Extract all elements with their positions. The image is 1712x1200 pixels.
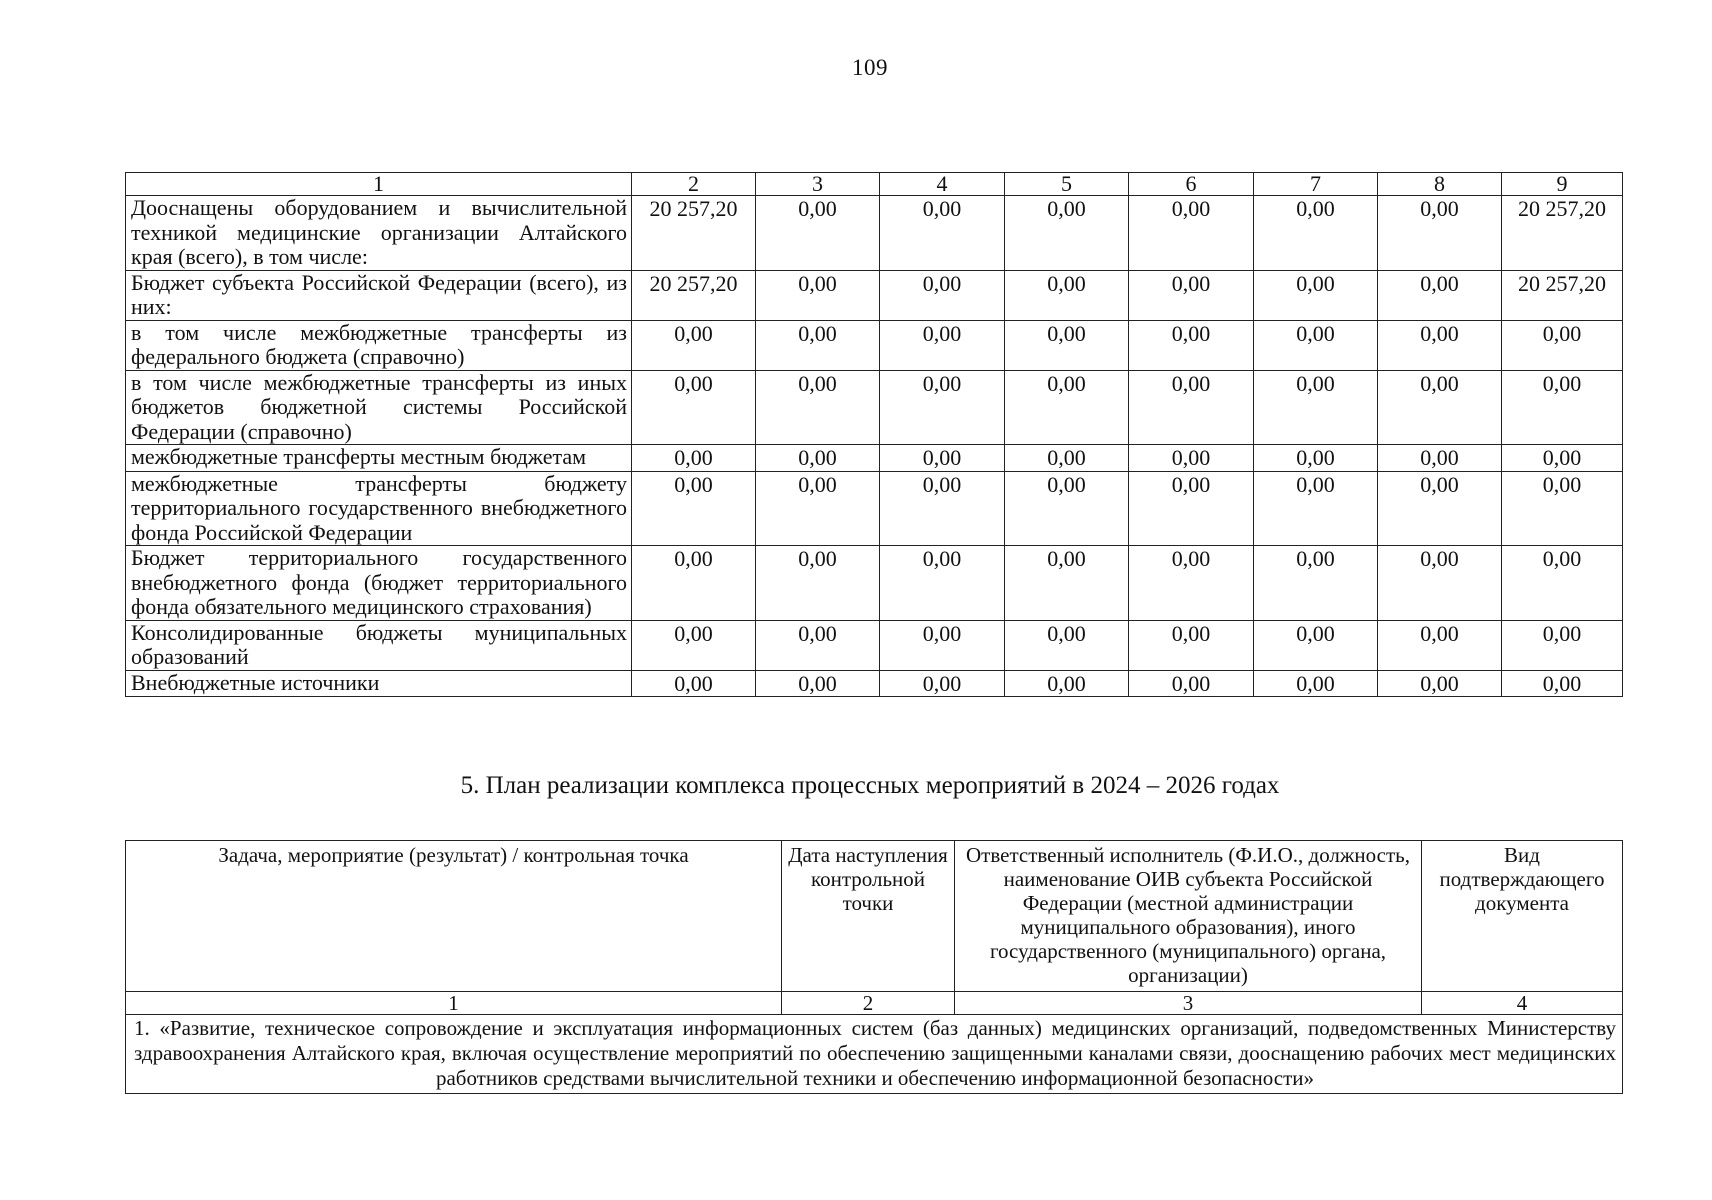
value-cell: 0,00 [1502, 445, 1623, 472]
row-label: межбюджетные трансферты местным бюджетам [126, 445, 632, 472]
value-cell: 0,00 [1254, 445, 1378, 472]
value-cell: 0,00 [756, 670, 880, 697]
section-heading: 5. План реализации комплекса процессных мероприятий в 2024 – 2026 годах [460, 772, 1280, 799]
value-cell: 0,00 [1005, 320, 1129, 370]
table-row [126, 270, 1623, 320]
column-number: 1 [126, 992, 782, 1015]
value-cell: 0,00 [632, 670, 756, 697]
value-cell: 20 257,20 [1502, 196, 1623, 271]
plan-column-numbers-row [126, 992, 1623, 1015]
task-description: 1. «Развитие, техническое сопровождение и эксплуатация информационных систем (баз данных) медицинских организаций, подведомственных Министерству здравоохранения Алтайского края, включая осуществление мероприятий по обеспечению защищенными каналами связи, дооснащению рабочих мест медицинских работников средствами вычислительной техники и обеспечению информационной безопасности» [126, 1015, 1623, 1094]
header-date: Дата наступления контрольной точки [782, 841, 955, 992]
value-cell: 0,00 [1378, 320, 1502, 370]
table-row [126, 620, 1623, 670]
column-number: 7 [1254, 173, 1378, 196]
value-cell: 0,00 [756, 546, 880, 621]
table-row [126, 471, 1623, 546]
value-cell: 0,00 [756, 320, 880, 370]
value-cell: 0,00 [1502, 370, 1623, 445]
value-cell: 0,00 [1378, 670, 1502, 697]
value-cell: 0,00 [880, 370, 1005, 445]
value-cell: 0,00 [880, 196, 1005, 271]
value-cell: 0,00 [1254, 546, 1378, 621]
column-number: 3 [756, 173, 880, 196]
value-cell: 0,00 [1129, 320, 1254, 370]
value-cell: 0,00 [1129, 445, 1254, 472]
row-label: Дооснащены оборудованием и вычислительной техникой медицинские организации Алтайского края (всего), в том числе: [126, 196, 632, 271]
column-number: 1 [126, 173, 632, 196]
value-cell: 0,00 [632, 471, 756, 546]
value-cell: 0,00 [1502, 546, 1623, 621]
plan-task-row [126, 1015, 1623, 1094]
value-cell: 0,00 [632, 546, 756, 621]
row-label: Бюджет субъекта Российской Федерации (всего), из них: [126, 270, 632, 320]
value-cell: 0,00 [1005, 196, 1129, 271]
value-cell: 0,00 [1378, 270, 1502, 320]
table-row [126, 670, 1623, 697]
value-cell: 0,00 [880, 270, 1005, 320]
value-cell: 0,00 [1129, 471, 1254, 546]
row-label: в том числе межбюджетные трансферты из иных бюджетов бюджетной системы Российской Федерации (справочно) [126, 370, 632, 445]
value-cell: 0,00 [1254, 196, 1378, 271]
value-cell: 0,00 [1378, 546, 1502, 621]
value-cell: 0,00 [756, 196, 880, 271]
value-cell: 20 257,20 [632, 196, 756, 271]
value-cell: 0,00 [632, 370, 756, 445]
value-cell: 0,00 [1378, 620, 1502, 670]
header-responsible: Ответственный исполнитель (Ф.И.О., должность, наименование ОИВ субъекта Российской Федерации (местной администрации муниципального образования), иного государственного (муниципального) органа, организации) [955, 841, 1422, 992]
value-cell: 0,00 [1378, 445, 1502, 472]
value-cell: 0,00 [756, 620, 880, 670]
value-cell: 0,00 [1254, 670, 1378, 697]
column-number: 9 [1502, 173, 1623, 196]
value-cell: 0,00 [1005, 471, 1129, 546]
value-cell: 0,00 [1502, 320, 1623, 370]
table-row [126, 445, 1623, 472]
value-cell: 0,00 [880, 670, 1005, 697]
row-label: в том числе межбюджетные трансферты из федерального бюджета (справочно) [126, 320, 632, 370]
plan-table [125, 840, 1623, 1094]
column-number: 5 [1005, 173, 1129, 196]
value-cell: 0,00 [1254, 270, 1378, 320]
column-number: 4 [880, 173, 1005, 196]
financing-table-body [126, 196, 1623, 697]
value-cell: 0,00 [880, 445, 1005, 472]
value-cell: 0,00 [1502, 620, 1623, 670]
value-cell: 0,00 [1129, 270, 1254, 320]
financing-table [125, 172, 1623, 697]
value-cell: 20 257,20 [632, 270, 756, 320]
value-cell: 0,00 [632, 320, 756, 370]
table-row [126, 196, 1623, 271]
column-number: 2 [782, 992, 955, 1015]
column-number: 6 [1129, 173, 1254, 196]
value-cell: 0,00 [1378, 370, 1502, 445]
value-cell: 0,00 [880, 320, 1005, 370]
value-cell: 0,00 [1254, 620, 1378, 670]
row-label: Консолидированные бюджеты муниципальных образований [126, 620, 632, 670]
value-cell: 0,00 [756, 445, 880, 472]
value-cell: 0,00 [1005, 670, 1129, 697]
value-cell: 0,00 [1005, 445, 1129, 472]
row-label: Внебюджетные источники [126, 670, 632, 697]
value-cell: 0,00 [1129, 670, 1254, 697]
value-cell: 0,00 [756, 370, 880, 445]
column-number: 4 [1422, 992, 1623, 1015]
value-cell: 0,00 [632, 620, 756, 670]
value-cell: 0,00 [1005, 546, 1129, 621]
value-cell: 0,00 [1005, 370, 1129, 445]
column-number: 2 [632, 173, 756, 196]
header-document-type: Вид подтверждающего документа [1422, 841, 1623, 992]
value-cell: 0,00 [1129, 546, 1254, 621]
value-cell: 0,00 [756, 270, 880, 320]
value-cell: 0,00 [1129, 196, 1254, 271]
value-cell: 0,00 [1378, 471, 1502, 546]
table-row [126, 370, 1623, 445]
page-number: 109 [852, 55, 888, 80]
header-task: Задача, мероприятие (результат) / контрольная точка [126, 841, 782, 992]
value-cell: 0,00 [1005, 620, 1129, 670]
row-label: межбюджетные трансферты бюджету территориального государственного внебюджетного фонда Российской Федерации [126, 471, 632, 546]
value-cell: 0,00 [880, 471, 1005, 546]
plan-header-row [126, 841, 1623, 992]
value-cell: 0,00 [1502, 471, 1623, 546]
table-row [126, 546, 1623, 621]
value-cell: 0,00 [632, 445, 756, 472]
value-cell: 20 257,20 [1502, 270, 1623, 320]
value-cell: 0,00 [1378, 196, 1502, 271]
value-cell: 0,00 [756, 471, 880, 546]
value-cell: 0,00 [1129, 370, 1254, 445]
column-number: 8 [1378, 173, 1502, 196]
value-cell: 0,00 [1129, 620, 1254, 670]
row-label: Бюджет территориального государственного внебюджетного фонда (бюджет территориального фонда обязательного медицинского страхования) [126, 546, 632, 621]
financing-column-numbers-row [126, 173, 1623, 196]
value-cell: 0,00 [1254, 320, 1378, 370]
value-cell: 0,00 [1254, 471, 1378, 546]
value-cell: 0,00 [880, 620, 1005, 670]
value-cell: 0,00 [1254, 370, 1378, 445]
value-cell: 0,00 [1005, 270, 1129, 320]
column-number: 3 [955, 992, 1422, 1015]
value-cell: 0,00 [1502, 670, 1623, 697]
table-row [126, 320, 1623, 370]
value-cell: 0,00 [880, 546, 1005, 621]
